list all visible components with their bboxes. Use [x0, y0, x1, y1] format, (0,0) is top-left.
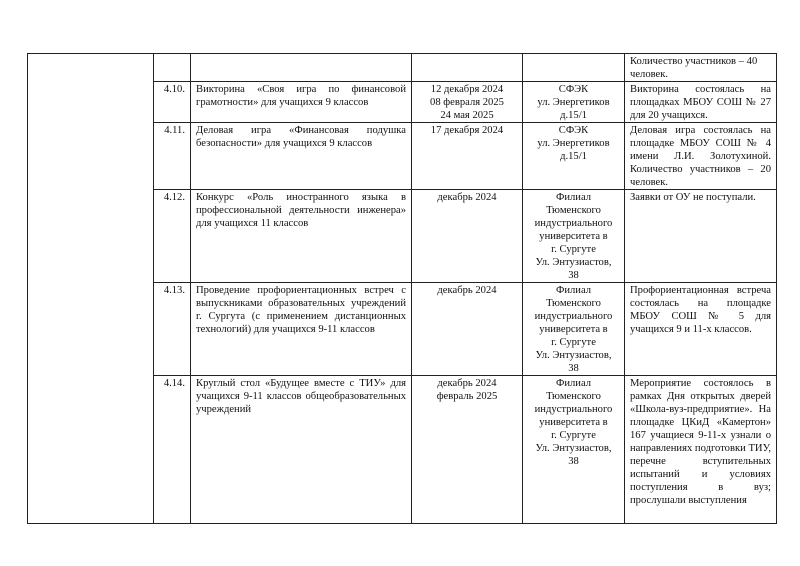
table-row-continuation	[28, 54, 777, 82]
row-number: 4.11.	[154, 123, 191, 190]
event-title: Конкурс «Роль иностранного языка в профессиональной деятельности инженера» для учащихся 11 классов	[191, 190, 412, 283]
row-number	[154, 54, 191, 82]
event-result: Количество участников – 40 человек.	[625, 54, 777, 82]
event-place: Филиал Тюменского индустриального университета в г. Сургуте Ул. Энтузиастов, 38	[523, 190, 625, 283]
event-dates: 17 декабря 2024	[412, 123, 523, 190]
row-number: 4.12.	[154, 190, 191, 283]
activities-table	[27, 53, 777, 524]
event-dates: декабрь 2024	[412, 283, 523, 376]
event-dates	[412, 54, 523, 82]
event-title	[191, 54, 412, 82]
event-title: Деловая игра «Финансовая подушка безопасности» для учащихся 9 классов	[191, 123, 412, 190]
event-title: Викторина «Своя игра по финансовой грамотности» для учащихся 9 классов	[191, 82, 412, 123]
event-place: СФЭК ул. Энергетиков д.15/1	[523, 82, 625, 123]
row-number: 4.10.	[154, 82, 191, 123]
event-dates: декабрь 2024 февраль 2025	[412, 376, 523, 524]
section-cell	[28, 54, 154, 524]
event-place: Филиал Тюменского индустриального университета в г. Сургуте Ул. Энтузиастов, 38	[523, 376, 625, 524]
event-dates: декабрь 2024	[412, 190, 523, 283]
event-result: Викторина состоялась на площадках МБОУ СОШ № 27 для 20 учащихся.	[625, 82, 777, 123]
event-result: Заявки от ОУ не поступали.	[625, 190, 777, 283]
event-title: Проведение профориентационных встреч с выпускниками образовательных учреждений г. Сургута (с применением дистанционных технологий) для учащихся 9-11 классов	[191, 283, 412, 376]
event-place: СФЭК ул. Энергетиков д.15/1	[523, 123, 625, 190]
event-dates: 12 декабря 2024 08 февраля 2025 24 мая 2025	[412, 82, 523, 123]
event-result: Профориентационная встреча состоялась на площадке МБОУ СОШ № 5 для учащихся 9 и 11-х классов.	[625, 283, 777, 376]
event-title: Круглый стол «Будущее вместе с ТИУ» для учащихся 9-11 классов общеобразовательных учреждений	[191, 376, 412, 524]
event-place	[523, 54, 625, 82]
event-place: Филиал Тюменского индустриального университета в г. Сургуте Ул. Энтузиастов, 38	[523, 283, 625, 376]
event-result: Мероприятие состоялось в рамках Дня открытых дверей «Школа-вуз-предприятие». На площадке ЦКиД «Камертон» 167 учащиеся 9-11-х узнали о направлениях подготовки ТИУ, перечне вступительных испытаний и условиях поступления в вуз; прослушали выступления	[625, 376, 777, 524]
row-number: 4.14.	[154, 376, 191, 524]
row-number: 4.13.	[154, 283, 191, 376]
event-result: Деловая игра состоялась на площадке МБОУ СОШ № 4 имени Л.И. Золотухиной. Количество участников – 20 человек.	[625, 123, 777, 190]
